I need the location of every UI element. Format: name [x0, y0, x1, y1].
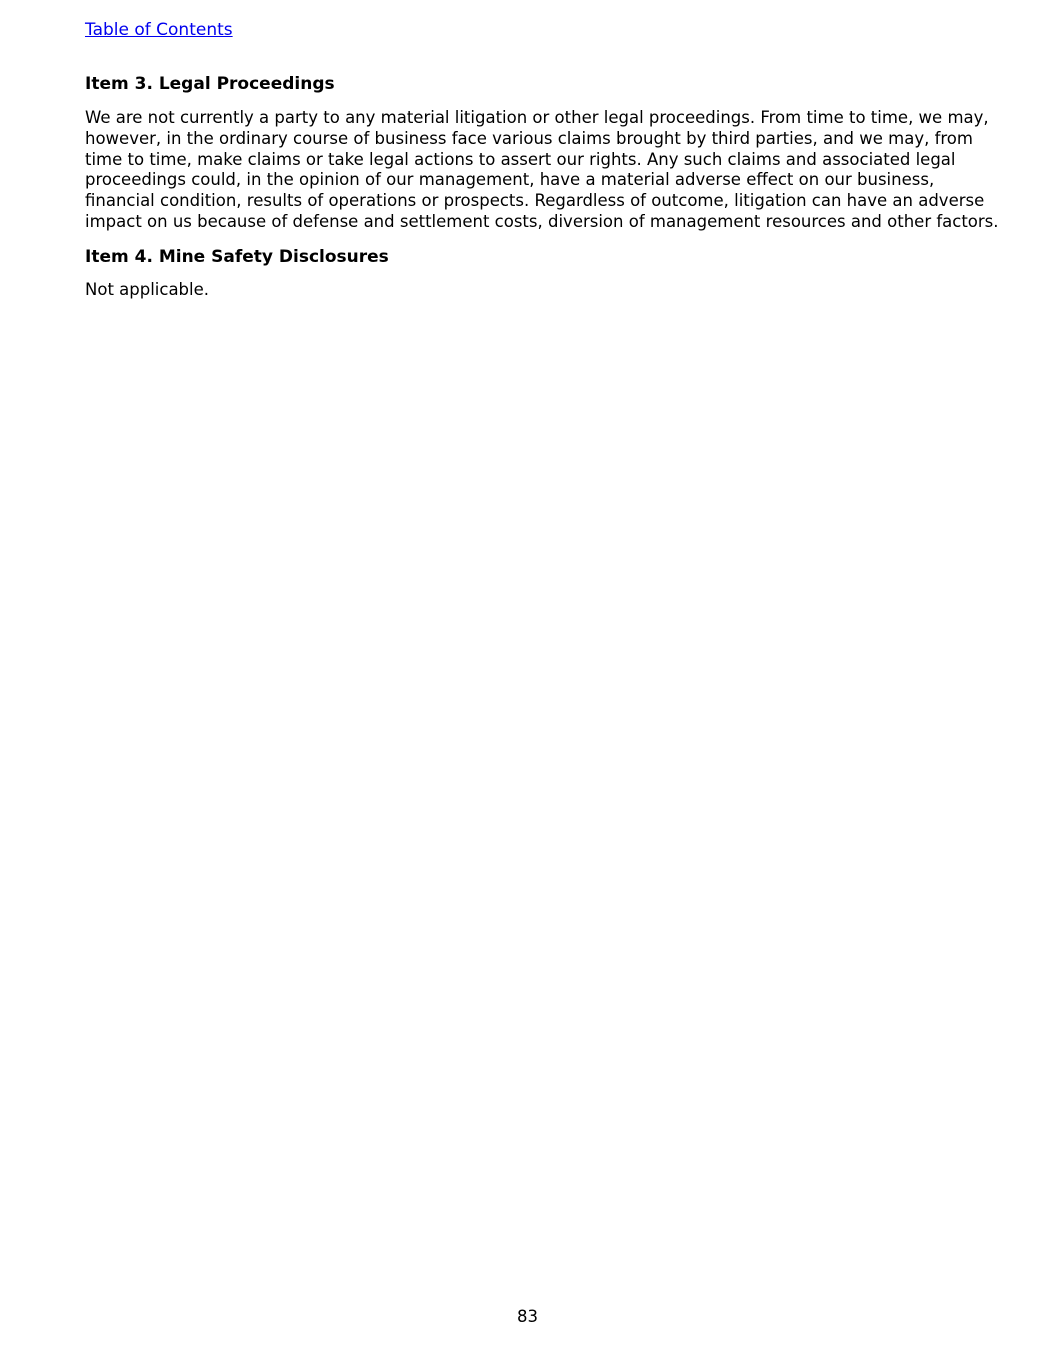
table-of-contents-link[interactable]: Table of Contents: [85, 20, 233, 40]
legal-proceedings-heading: Item 3. Legal Proceedings: [85, 74, 335, 94]
paragraph-line: We are not currently a party to any material litigation or other legal proceedings. From time to time, we may,: [85, 108, 989, 127]
mine-safety-heading: Item 4. Mine Safety Disclosures: [85, 247, 389, 267]
paragraph-line: Not applicable.: [85, 280, 210, 299]
paragraph-line: however, in the ordinary course of business face various claims brought by third parties, and we may, from: [85, 128, 973, 148]
paragraph-line: proceedings could, in the opinion of our management, have a material adverse effect on our business,: [85, 170, 935, 190]
mine-safety-paragraph: [85, 280, 985, 301]
paragraph-line: impact on us because of defense and settlement costs, diversion of management resources and other factors.: [85, 211, 999, 231]
paragraph-line: financial condition, results of operations or prospects. Regardless of outcome, litigation can have an adverse: [85, 191, 985, 211]
legal-proceedings-paragraph: [85, 108, 999, 233]
page-number: 83: [517, 1307, 538, 1326]
paragraph-line: time to time, make claims or take legal actions to assert our rights. Any such claims and associated legal: [85, 149, 956, 169]
